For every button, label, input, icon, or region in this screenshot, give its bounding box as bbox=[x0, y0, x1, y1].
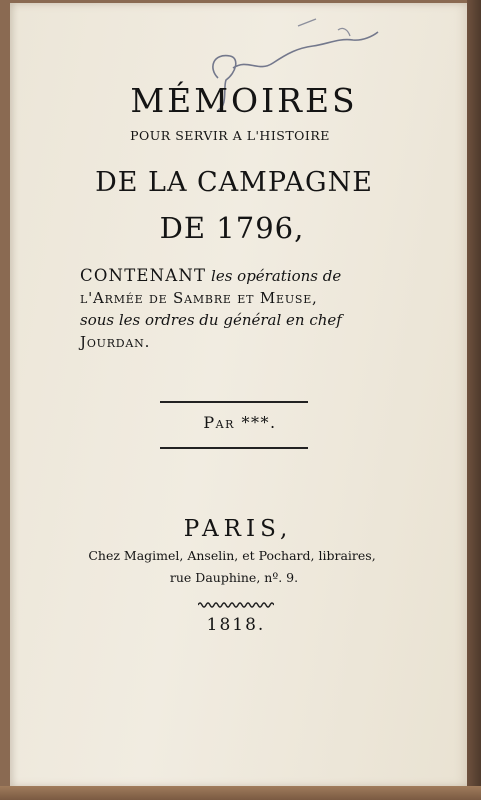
title-main: MÉMOIRES bbox=[130, 81, 358, 120]
author-line: Par ***. bbox=[203, 413, 277, 432]
book-bottom-edge bbox=[0, 786, 481, 800]
contenant-word: CONTENANT bbox=[80, 266, 207, 285]
general-name: Jourdan. bbox=[80, 333, 151, 351]
bottom-rule bbox=[160, 447, 308, 449]
army-text: l'Armée de Sambre et Meuse, bbox=[80, 289, 318, 307]
title-page bbox=[10, 3, 470, 787]
publication-year: 1818. bbox=[206, 615, 266, 635]
title-campaign: DE LA CAMPAGNE bbox=[95, 167, 373, 198]
orders-text: sous les ordres du général en chef bbox=[80, 311, 342, 329]
imprint-publisher: Chez Magimel, Anselin, et Pochard, libraires, bbox=[88, 548, 376, 563]
title-year: DE 1796, bbox=[159, 211, 305, 245]
imprint-city: PARIS, bbox=[183, 516, 293, 542]
imprint-address: rue Dauphine, nº. 9. bbox=[169, 570, 299, 585]
title-subtitle: POUR SERVIR A L'HISTOIRE bbox=[130, 128, 330, 143]
wavy-ornament bbox=[198, 601, 274, 609]
top-rule bbox=[160, 401, 308, 403]
operations-text: les opérations de bbox=[211, 267, 342, 285]
book-edge bbox=[467, 0, 481, 800]
description-block bbox=[80, 265, 410, 353]
